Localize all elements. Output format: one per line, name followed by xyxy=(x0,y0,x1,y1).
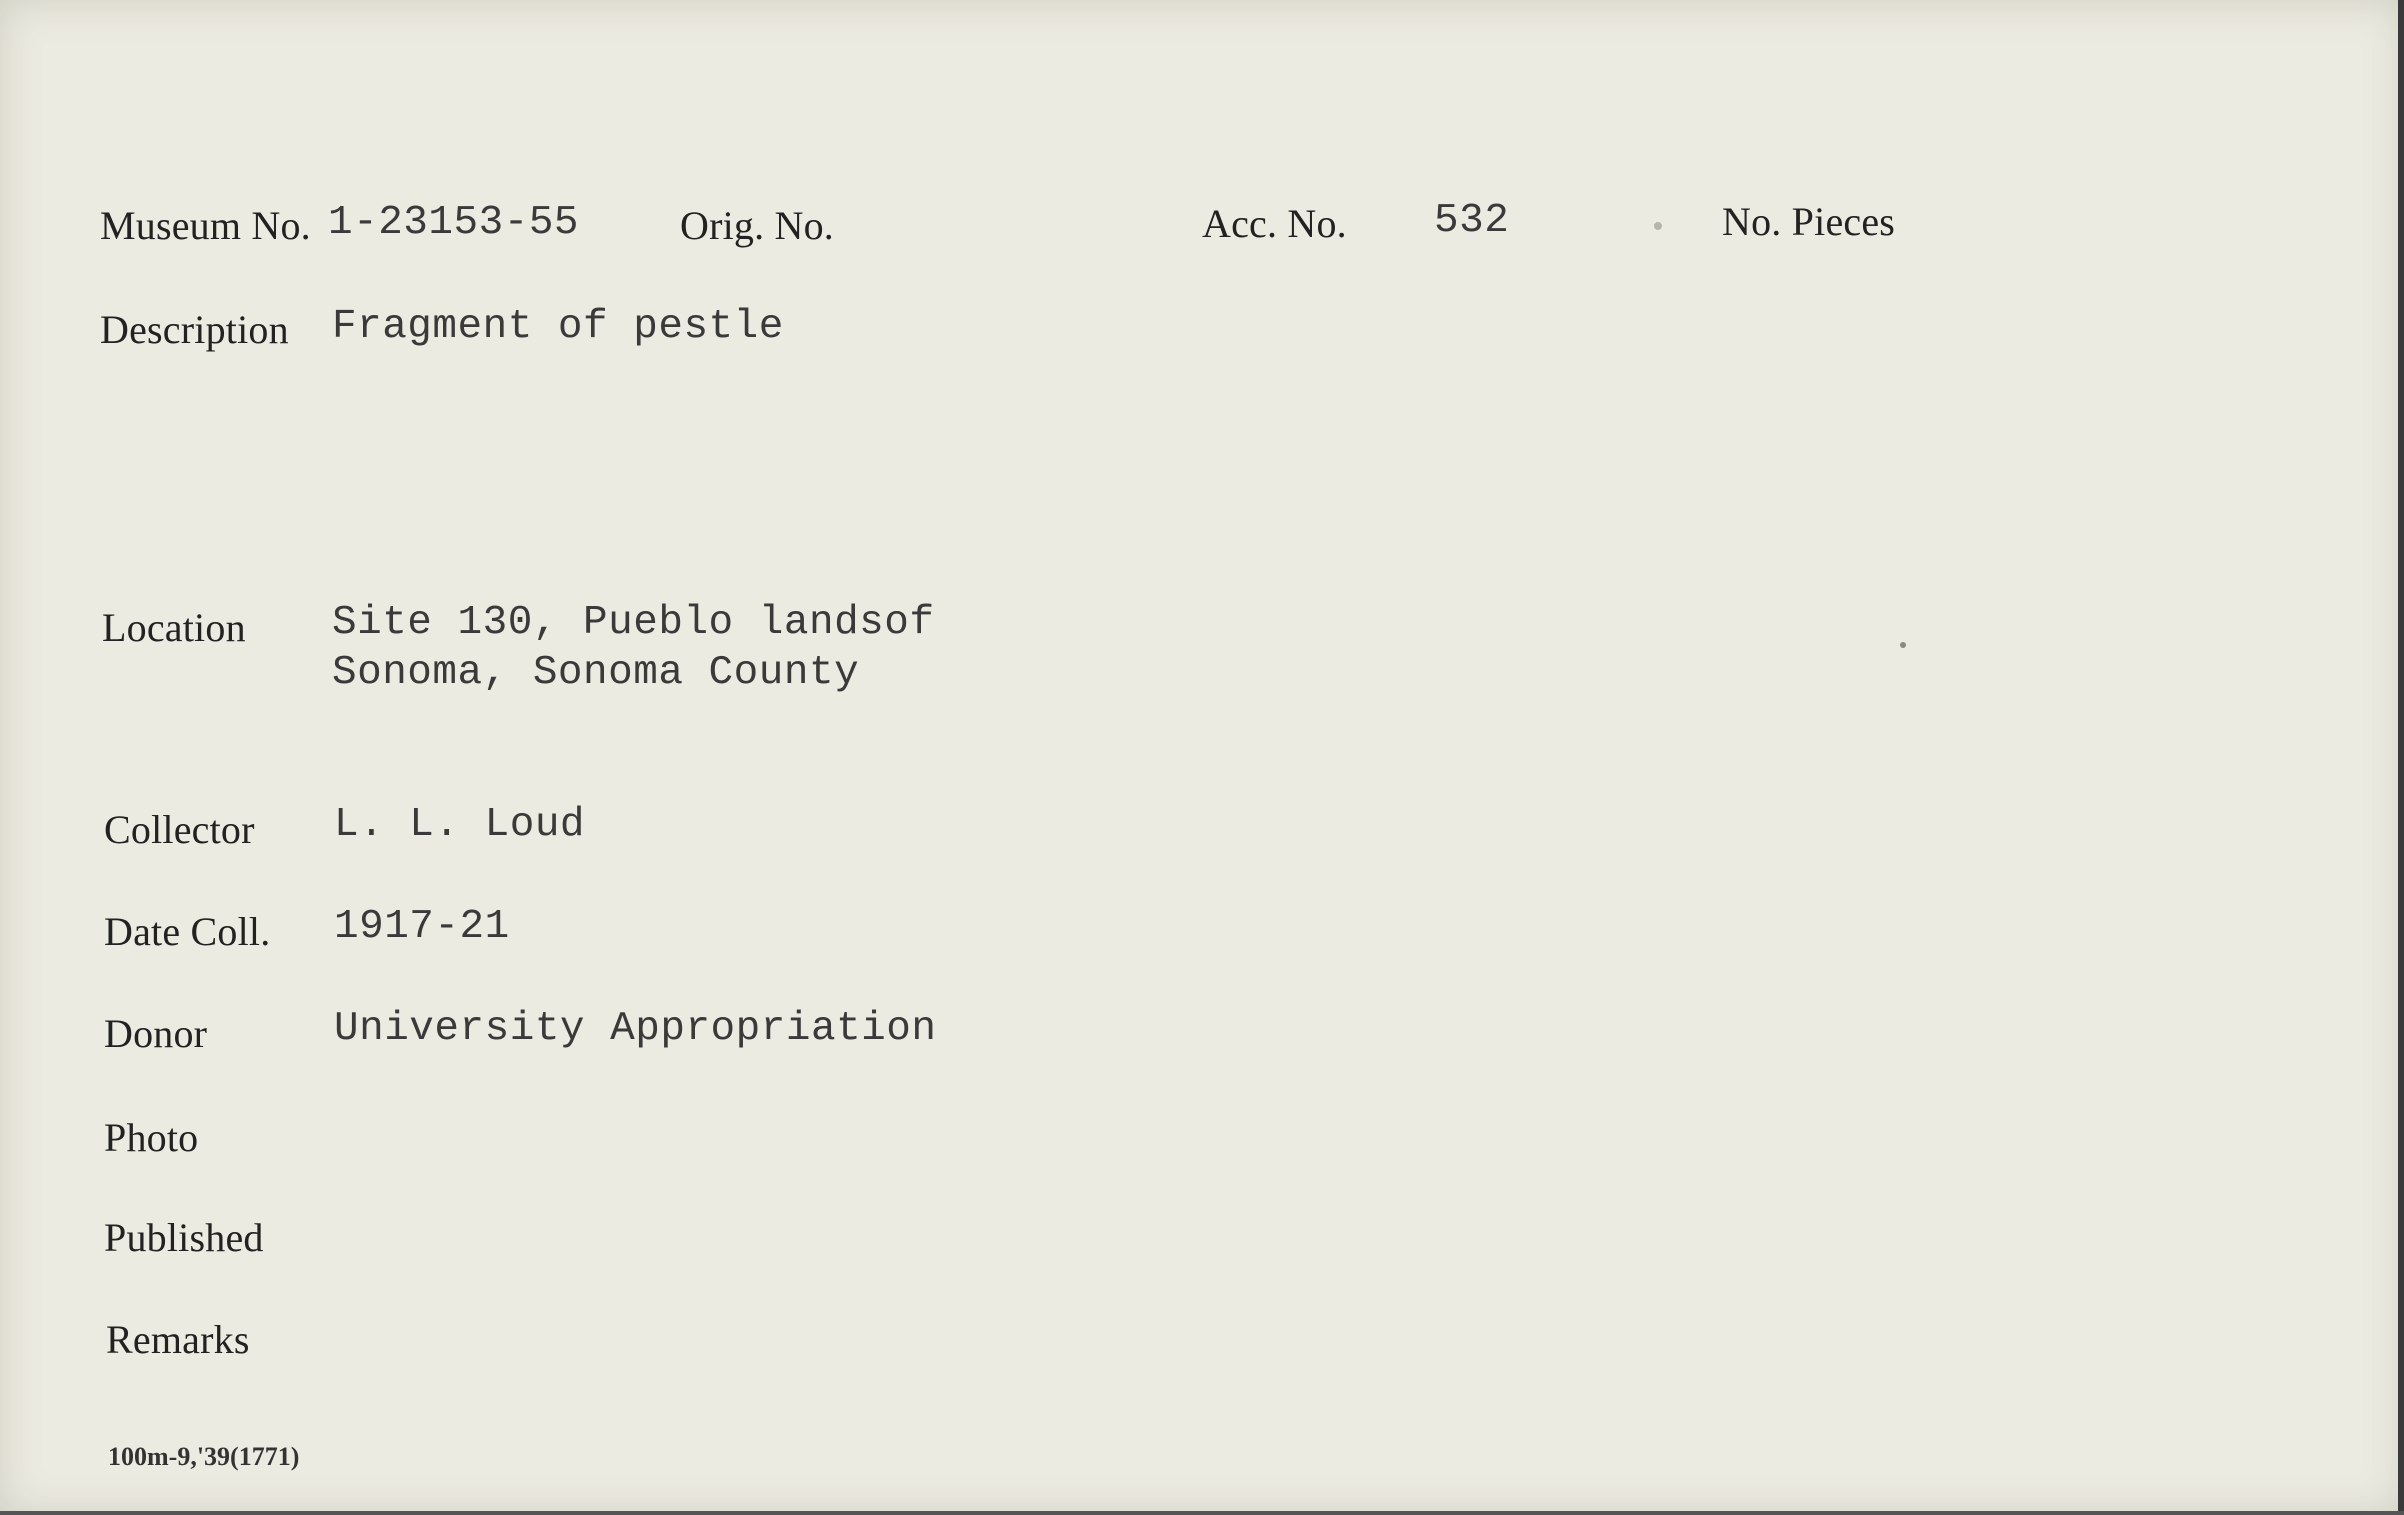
published-label: Published xyxy=(104,1215,264,1260)
acc-no-value: 532 xyxy=(1434,198,1510,244)
acc-no-label: Acc. No. xyxy=(1202,201,1347,246)
paper-speck xyxy=(1654,222,1662,230)
date-coll-value: 1917-21 xyxy=(334,904,510,950)
remarks-label: Remarks xyxy=(106,1317,250,1362)
collector-value: L. L. Loud xyxy=(334,802,586,848)
form-code: 100m-9,'39(1771) xyxy=(108,1442,300,1471)
museum-no-value: 1-23153-55 xyxy=(328,200,580,246)
paper-speck xyxy=(1900,642,1906,648)
photo-label: Photo xyxy=(104,1115,199,1160)
donor-value: University Appropriation xyxy=(334,1006,937,1052)
location-value-line1: Site 130, Pueblo landsof xyxy=(332,600,935,646)
card-edge-bottom xyxy=(0,1511,2404,1515)
collector-label: Collector xyxy=(104,807,255,852)
donor-label: Donor xyxy=(104,1011,208,1056)
orig-no-label: Orig. No. xyxy=(680,203,835,248)
no-pieces-label: No. Pieces xyxy=(1722,199,1896,244)
card-edge-right xyxy=(2398,0,2404,1515)
date-coll-label: Date Coll. xyxy=(104,909,271,954)
location-value-line2: Sonoma, Sonoma County xyxy=(332,650,860,696)
description-label: Description xyxy=(100,307,289,352)
description-value: Fragment of pestle xyxy=(332,304,784,350)
museum-no-label: Museum No. xyxy=(100,203,311,248)
location-label: Location xyxy=(102,605,246,650)
